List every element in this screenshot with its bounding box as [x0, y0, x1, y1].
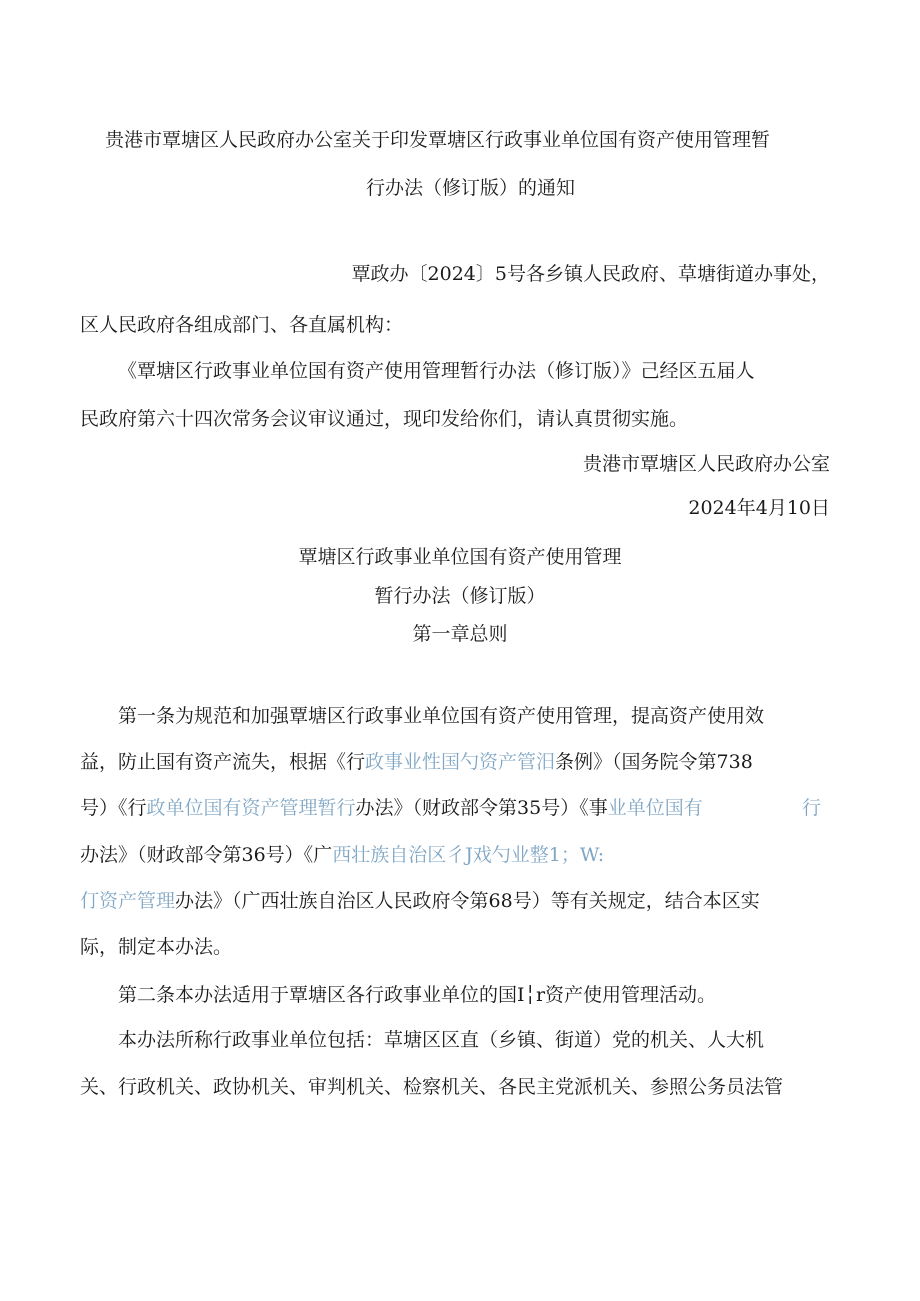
addressee-line: 区人民政府各组成部门、各直属机构：	[80, 314, 404, 336]
article1-line-3	[80, 796, 703, 820]
article1-line-3-e: 行	[802, 797, 822, 819]
scope-line-1: 本办法所称行政事业单位包括：草塘区区直（乡镇、街道）党的机关、人大机	[118, 1029, 765, 1051]
article1-line-4	[80, 843, 604, 867]
article1-line-2-b: 政事业性国勺资产管汨	[365, 751, 556, 773]
article1-line-2-c: 条例》（国务院令第738	[555, 751, 753, 773]
measure-title-line-2: 暂行办法（修订版）	[374, 585, 546, 607]
article1-line-3-c: 办法》（财政部令第35号）《事	[355, 797, 608, 819]
chapter-heading: 第一章总则	[412, 623, 508, 645]
article1-line-3-d: 业单位国有	[607, 797, 703, 819]
document-title-line-2: 行办法（修订版）的通知	[366, 177, 576, 199]
article1-line-2-a: 益，防止国有资产流失，根据《行	[80, 751, 366, 773]
article1-line-1: 第一条为规范和加强覃塘区行政事业单位国有资产使用管理，提高资产使用效	[118, 705, 765, 727]
article1-line-5-a: 仃资产管理	[80, 890, 176, 912]
article1-line-3-b: 政单位国有资产管理暂行	[146, 797, 356, 819]
document-title-line-1: 贵港市覃塘区人民政府办公室关于印发覃塘区行政事业单位国有资产使用管理暂	[105, 129, 771, 151]
article1-line-4-b: 西壮族自治区彳J戏勺业整1；W:	[332, 844, 605, 866]
article1-line-2	[80, 750, 753, 774]
article1-line-6: 际，制定本办法。	[80, 936, 233, 958]
signature-org: 贵港市覃塘区人民政府办公室	[582, 453, 830, 475]
article2: 第二条本办法适用于覃塘区各行政事业单位的国I╎r资产使用管理活动。	[118, 984, 717, 1006]
signature-date: 2024年4月10日	[688, 497, 830, 519]
article1-line-3-a: 号）《行	[80, 797, 147, 819]
document-number-line: 覃政办〔2024〕5号各乡镇人民政府、草塘街道办事处，	[351, 263, 830, 285]
intro-line-2: 民政府第六十四次常务会议审议通过，现印发给你们，请认真贯彻实施。	[80, 408, 689, 430]
intro-line-1: 《覃塘区行政事业单位国有资产使用管理暂行办法（修订版）》己经区五届人	[118, 360, 755, 382]
scope-line-2: 关、行政机关、政协机关、审判机关、检察机关、各民主党派机关、参照公务员法管	[80, 1076, 784, 1098]
article1-line-5	[80, 889, 760, 913]
measure-title-line-1: 覃塘区行政事业单位国有资产使用管理	[298, 546, 622, 568]
article1-line-5-b: 办法》（广西壮族自治区人民政府令第68号）等有关规定，结合本区实	[175, 890, 760, 912]
article1-line-4-a: 办法》（财政部令第36号）《广	[80, 844, 333, 866]
